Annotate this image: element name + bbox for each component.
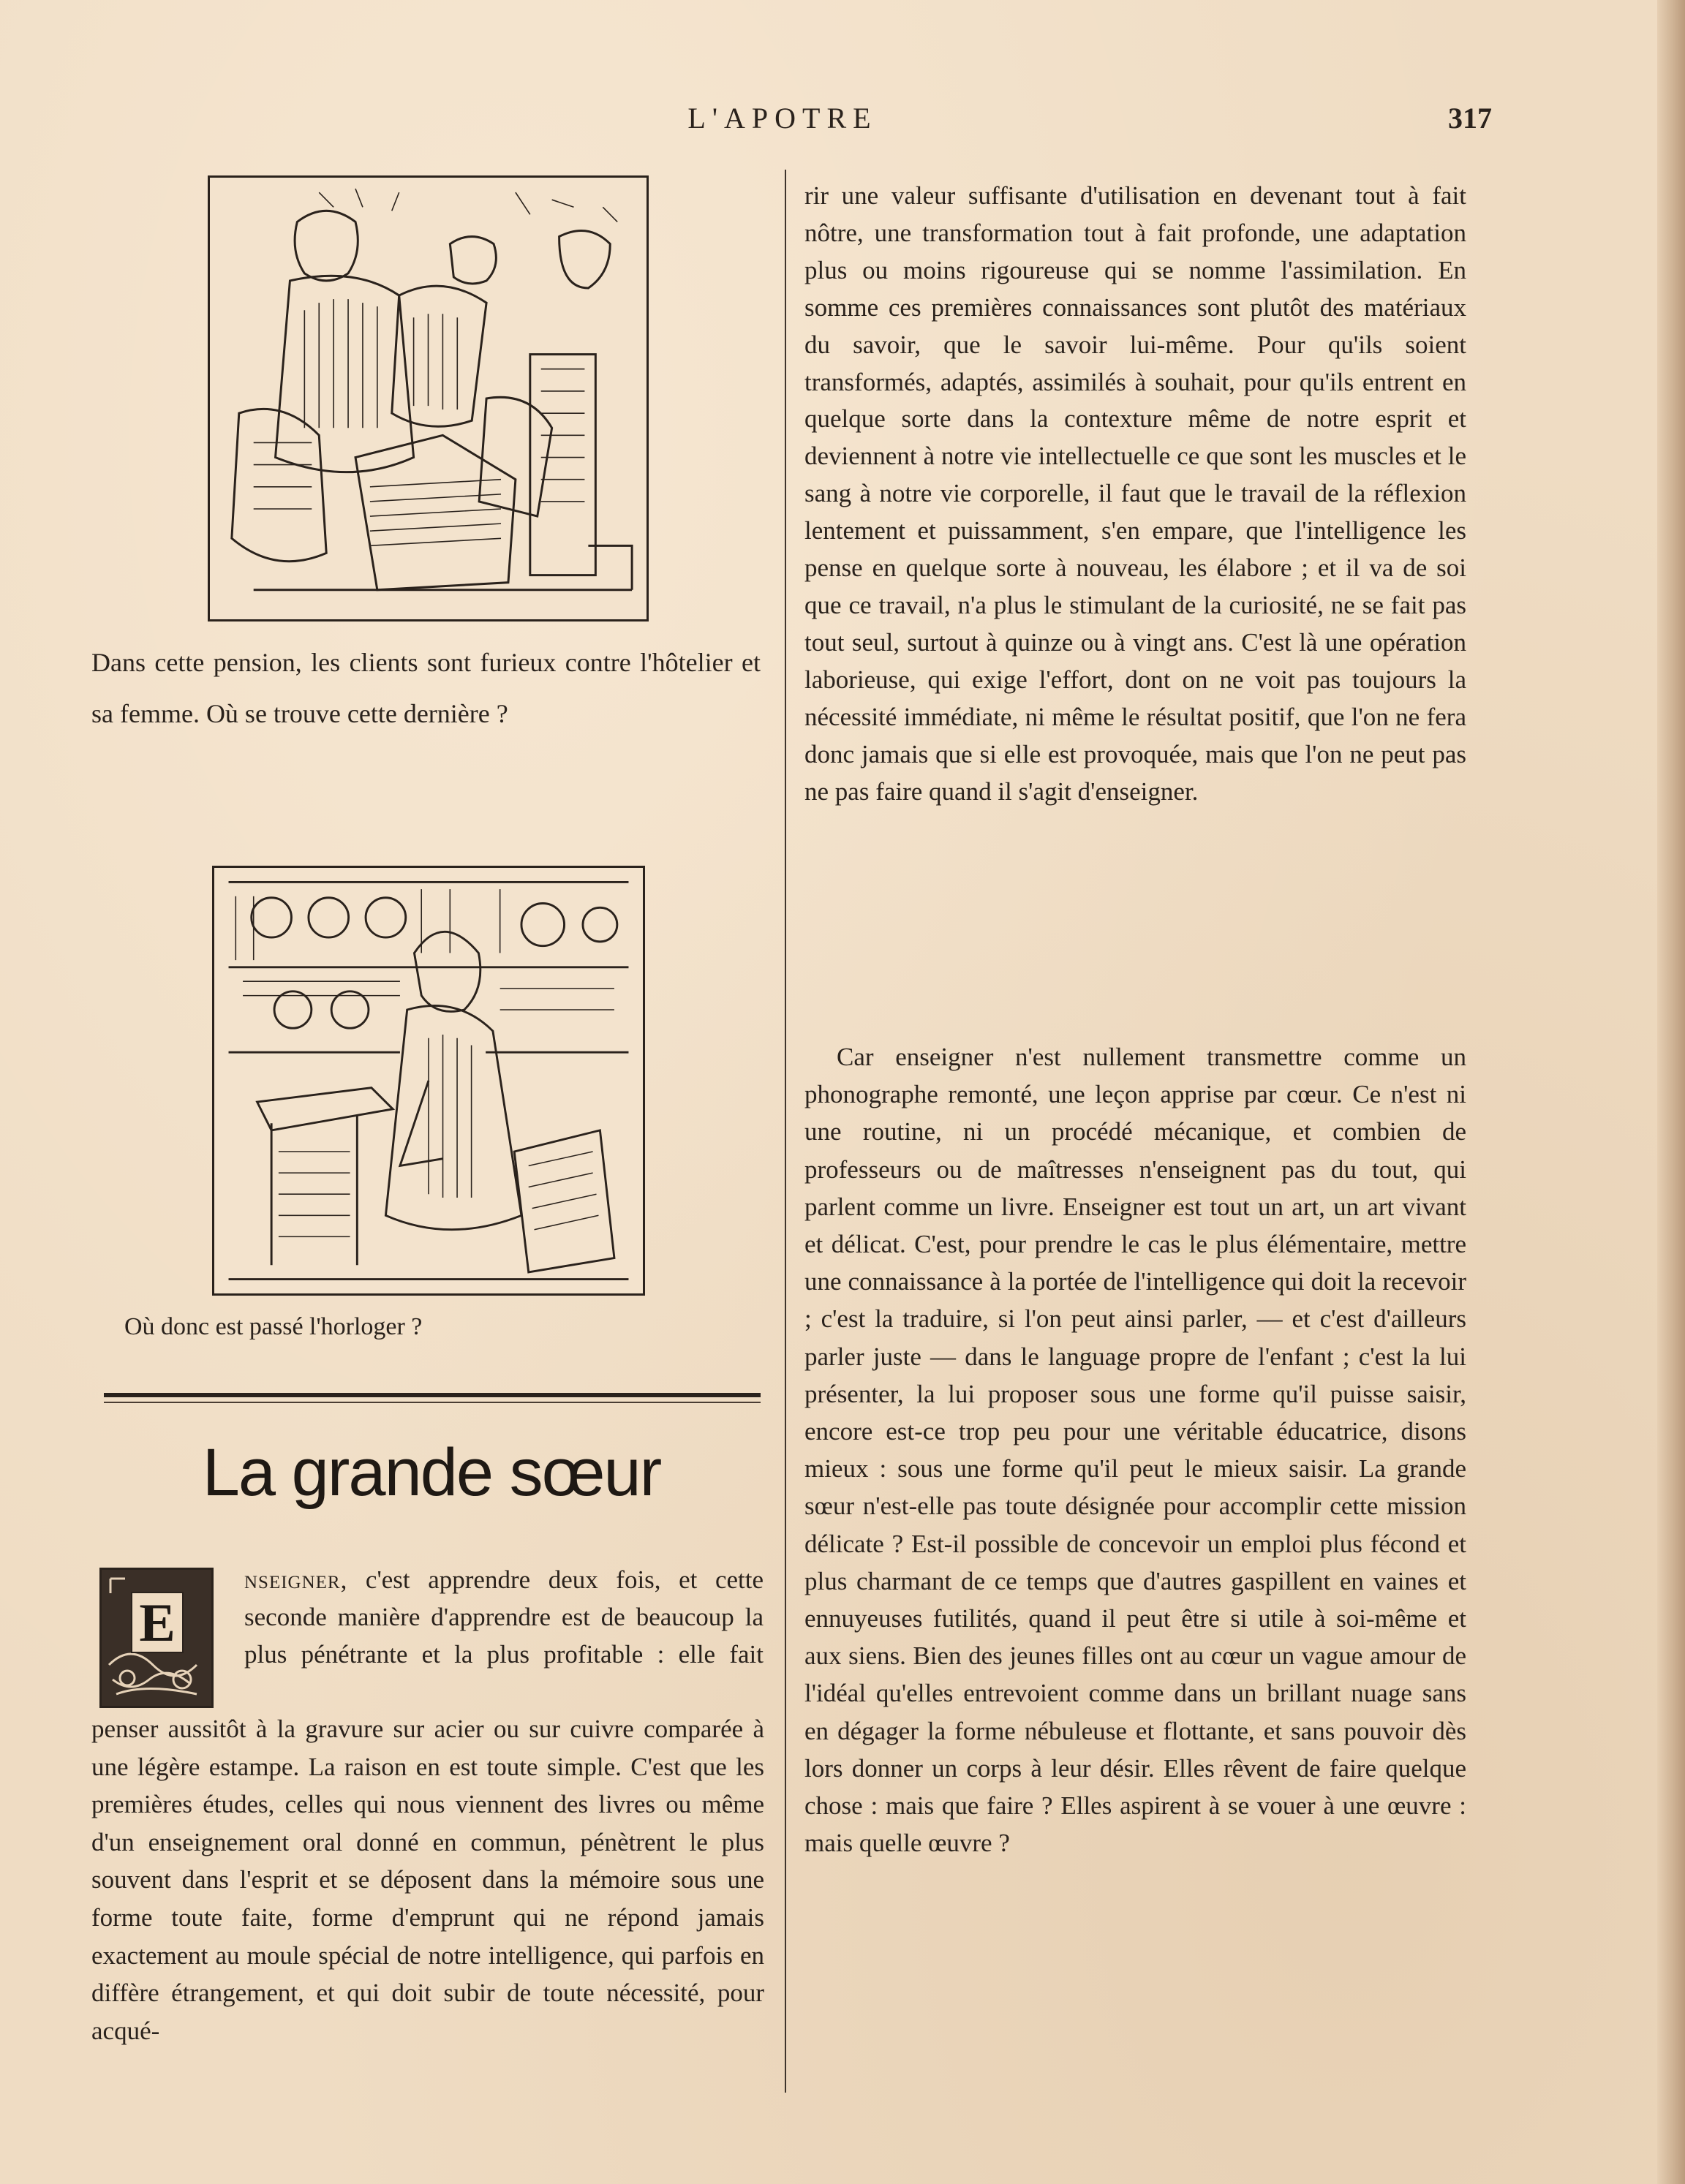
puzzle-engraving-horloger xyxy=(212,866,645,1296)
column-divider xyxy=(785,170,786,2093)
article-title: La grande sœur xyxy=(202,1435,661,1510)
engraving-pension-drawing xyxy=(210,178,647,619)
article-left-column-text: penser aussitôt à la gravure sur acier ou sur cuivre comparée à une légère estampe. La raison en est toute simple. C'est que les premières études, celles qui nous viennent des livres ou même d'un enseignement oral donné en commun, pénètrent le plus souvent dans l'esprit et se déposent dans la mémoire sous une forme toute faite, forme d'emprunt qui ne répond jamais exactement au moule spécial de notre intelligence, qui parfois en diffère étrangement, et qui doit subir de toute nécessité, pour acqué- xyxy=(91,1715,764,2045)
section-divider-rule xyxy=(104,1393,761,1397)
page-spine-edge xyxy=(1657,0,1685,2184)
ornamental-dropcap xyxy=(99,1568,214,1708)
figure-caption-pension: Dans cette pension, les clients sont furieux contre l'hôtelier et sa femme. Où se trouve cette dernière ? xyxy=(91,648,761,728)
figure-caption-horloger: Où donc est passé l'horloger ? xyxy=(124,1313,423,1340)
puzzle-engraving-pension xyxy=(208,175,649,621)
article-right-column-paragraph-2: Car enseigner n'est nullement transmettre comme un phonographe remonté, une leçon apprise par cœur. Ce n'est ni une routine, ni un procédé mécanique, et combien de professeurs ou de maîtresses n'enseignent pas du tout, qui parlent comme un livre. Enseigner est tout un art, un art vivant et délicat. C'est, pour prendre le cas le plus élémentaire, mettre une connaissance à la portée de l'intelligence qui doit la recevoir ; c'est la traduire, si l'on peut ainsi parler, — et c'est d'ailleurs parler juste — dans le language propre de l'enfant ; c'est la lui présenter, la lui proposer sous une forme qu'il puisse saisir, encore est-ce trop peu pour une véritable éducatrice, disons mieux : sous une forme qu'il peut le mieux saisir. La grande sœur n'est-elle pas toute désignée pour accomplir cette mission délicate ? Est-il possible de concevoir un emploi plus fécond et plus charmant de ce temps que d'autres gaspillent en vaines et ennuyeuses futilités, quand il peut être si utile à soi-même et aux siens. Bien des jeunes filles ont au cœur un vague amour de l'idéal qu'elles entrevoient comme dans un brillant nuage sans en dégager la forme nébuleuse et flottante, et sans pouvoir dès lors donner un corps à leur désir. Elles rêvent de faire quelque chose : mais que faire ? Elles aspirent à se vouer à une œuvre : mais quelle œuvre ? xyxy=(804,1043,1466,1858)
article-right-column-paragraph-1: rir une valeur suffisante d'utilisation en devenant tout à fait nôtre, une transformation tout à fait profonde, une adaptation plus ou moins rigoureuse qui se nomme l'assimilation. En somme ces premières connaissances sont plutôt des matériaux du savoir, que le savoir lui-même. Pour qu'ils soient transformés, adaptés, assimilés à souhait, pour qu'ils entrent en quelque sorte dans la contexture même de notre esprit et deviennent à notre vie intellectuelle ce que sont les muscles et le sang à notre vie corporelle, il faut que le travail de la réflexion lentement et puissamment, s'en empare, que l'intelligence les pense en quelque sorte à nouveau, les élabore ; et il va de soi que ce travail, n'a plus le stimulant de la curiosité, ne se fait pas tout seul, surtout à quinze ou à vingt ans. C'est là une opération laborieuse, qui exige l'effort, dont on ne voit pas toujours la nécessité immédiate, ni même le résultat positif, que l'on ne fera donc jamais que si elle est provoquée, mais que l'on ne peut pas ne pas faire quand il s'agit d'enseigner. xyxy=(804,181,1466,806)
running-header xyxy=(0,101,1685,145)
article-lead-text: c'est apprendre deux fois, et cette seconde manière d'apprendre est de beaucoup la plus pénétrante et la plus profitable : elle fait xyxy=(244,1565,764,1669)
section-divider-rule-thin xyxy=(104,1402,761,1403)
dropcap-letter: E xyxy=(131,1592,184,1653)
page-number: 317 xyxy=(1448,102,1492,135)
article-lead-paragraph xyxy=(244,1561,764,1673)
engraving-horloger-drawing xyxy=(214,868,643,1293)
article-lead-word: nseigner, xyxy=(244,1565,348,1594)
running-title: L'APOTRE xyxy=(687,102,878,135)
